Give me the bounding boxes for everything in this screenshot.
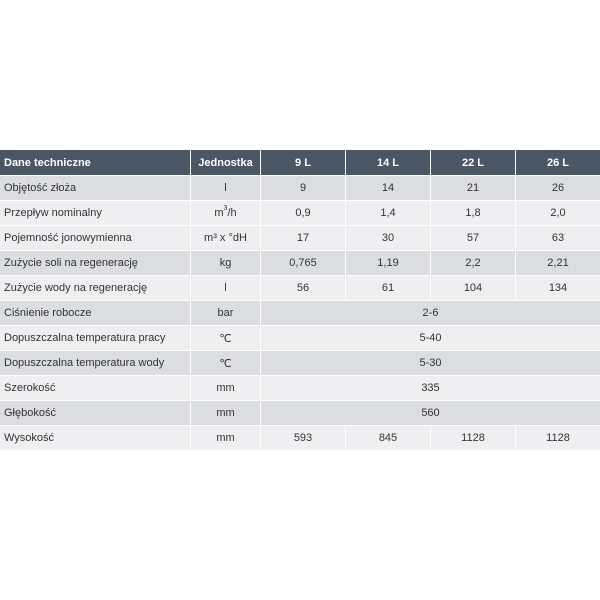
- table-row: [0, 275, 600, 300]
- header-14l: 14 L: [346, 150, 431, 175]
- table-row: [0, 225, 600, 250]
- row-unit: mm: [191, 425, 261, 450]
- cell-9l: 17: [261, 225, 346, 250]
- cell-22l: 57: [431, 225, 516, 250]
- cell-22l: 21: [431, 175, 516, 200]
- cell-14l: 1,4: [346, 200, 431, 225]
- unit-superscript: 3: [223, 205, 228, 212]
- cell-9l: 0,9: [261, 200, 346, 225]
- cell-26l: 63: [516, 225, 600, 250]
- row-unit: mm: [191, 400, 261, 425]
- row-label: Ciśnienie robocze: [0, 300, 191, 325]
- header-dane-techniczne: Dane techniczne: [0, 150, 191, 175]
- cell-14l: 61: [346, 275, 431, 300]
- cell-merged: 335: [261, 375, 600, 400]
- row-unit: m³ x °dH: [191, 225, 261, 250]
- table-header-row: [0, 150, 600, 175]
- cell-26l: 26: [516, 175, 600, 200]
- cell-merged: 5-30: [261, 350, 600, 375]
- row-unit: [191, 200, 261, 225]
- technical-data-table-wrapper: [0, 150, 600, 450]
- cell-26l: 2,0: [516, 200, 600, 225]
- cell-9l: 0,765: [261, 250, 346, 275]
- row-unit: ℃: [191, 350, 261, 375]
- table-row: [0, 300, 600, 325]
- cell-14l: 845: [346, 425, 431, 450]
- row-label: Objętość złoża: [0, 175, 191, 200]
- cell-9l: 9: [261, 175, 346, 200]
- cell-merged: 560: [261, 400, 600, 425]
- row-label: Zużycie wody na regenerację: [0, 275, 191, 300]
- cell-14l: 30: [346, 225, 431, 250]
- cell-14l: 1,19: [346, 250, 431, 275]
- unit-base: m: [214, 207, 224, 219]
- cell-22l: 2,2: [431, 250, 516, 275]
- cell-14l: 14: [346, 175, 431, 200]
- row-unit: l: [191, 275, 261, 300]
- row-label: Pojemność jonowymienna: [0, 225, 191, 250]
- row-unit: bar: [191, 300, 261, 325]
- header-26l: 26 L: [516, 150, 600, 175]
- table-row: [0, 325, 600, 350]
- row-unit: mm: [191, 375, 261, 400]
- table-row: [0, 375, 600, 400]
- header-jednostka: Jednostka: [191, 150, 261, 175]
- row-label: Dopuszczalna temperatura wody: [0, 350, 191, 375]
- header-22l: 22 L: [431, 150, 516, 175]
- cell-26l: 2,21: [516, 250, 600, 275]
- row-unit: ℃: [191, 325, 261, 350]
- table-row: [0, 425, 600, 450]
- row-label: Zużycie soli na regenerację: [0, 250, 191, 275]
- unit-rest: /h: [227, 207, 237, 219]
- cell-22l: 1,8: [431, 200, 516, 225]
- table-row: [0, 200, 600, 225]
- row-label: Wysokość: [0, 425, 191, 450]
- cell-22l: 1128: [431, 425, 516, 450]
- cell-merged: 5-40: [261, 325, 600, 350]
- row-unit: kg: [191, 250, 261, 275]
- table-row: [0, 175, 600, 200]
- cell-9l: 56: [261, 275, 346, 300]
- table-row: [0, 250, 600, 275]
- cell-26l: 1128: [516, 425, 600, 450]
- table-row: [0, 400, 600, 425]
- header-9l: 9 L: [261, 150, 346, 175]
- row-label: Przepływ nominalny: [0, 200, 191, 225]
- row-label: Głębokość: [0, 400, 191, 425]
- cell-merged: 2-6: [261, 300, 600, 325]
- row-label: Szerokość: [0, 375, 191, 400]
- technical-data-table: [0, 150, 600, 450]
- table-row: [0, 350, 600, 375]
- cell-26l: 134: [516, 275, 600, 300]
- cell-9l: 593: [261, 425, 346, 450]
- row-unit: l: [191, 175, 261, 200]
- cell-22l: 104: [431, 275, 516, 300]
- row-label: Dopuszczalna temperatura pracy: [0, 325, 191, 350]
